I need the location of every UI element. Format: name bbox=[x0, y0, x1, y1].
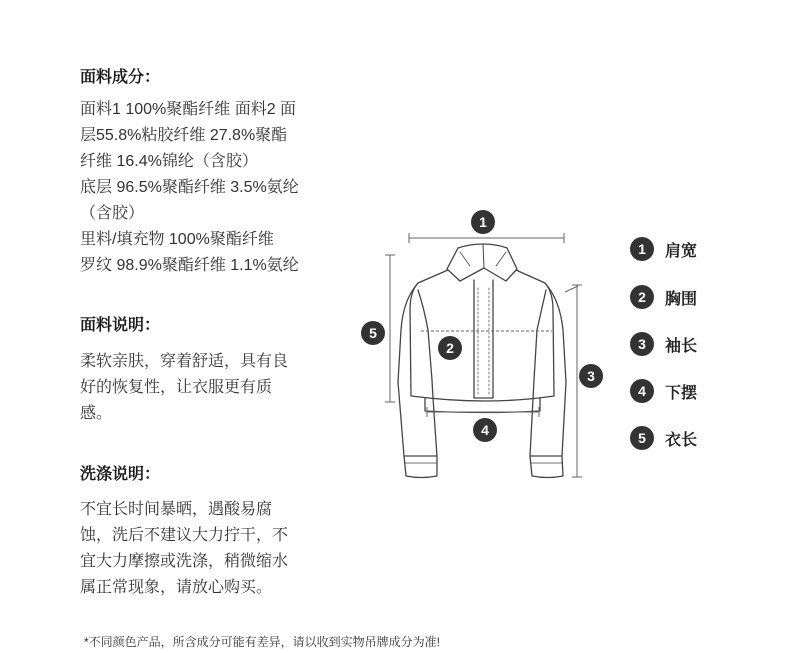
legend-label: 胸围 bbox=[665, 290, 698, 308]
marker-2 bbox=[438, 336, 462, 360]
legend-number: 3 bbox=[630, 332, 654, 356]
legend-label: 衣长 bbox=[665, 431, 698, 449]
marker-5-label: 5 bbox=[369, 325, 377, 341]
fabric-composition-text bbox=[80, 97, 340, 279]
fabric-line: 底层 96.5%聚酯纤维 3.5%氨纶 bbox=[80, 179, 299, 196]
description-line: 好的恢复性，让衣服更有质 bbox=[80, 379, 273, 396]
legend-item-sleeve-length bbox=[630, 331, 697, 357]
washing-line: 宜大力摩擦或洗涤，稍微缩水 bbox=[80, 553, 289, 570]
legend-item-hem bbox=[630, 378, 697, 404]
washing-line: 蚀，洗后不建议大力拧干，不 bbox=[80, 527, 289, 544]
washing-instructions-text bbox=[80, 497, 340, 601]
fabric-composition-title: 面料成分： bbox=[80, 69, 161, 86]
fabric-description-title: 面料说明： bbox=[80, 317, 161, 334]
fabric-line: 里料/填充物 100%聚酯纤维 bbox=[80, 231, 274, 248]
fabric-line: 纤维 16.4%锦纶（含胶） bbox=[80, 153, 258, 170]
washing-line: 不宜长时间暴晒，遇酸易腐 bbox=[80, 501, 273, 518]
jacket-right-sleeve bbox=[530, 283, 566, 456]
jacket-placket bbox=[474, 280, 493, 398]
fabric-line: 面料1 100%聚酯纤维 面料2 面 bbox=[80, 101, 297, 118]
description-line: 柔软亲肤，穿着舒适，具有良 bbox=[80, 353, 289, 370]
legend-label: 袖长 bbox=[665, 337, 698, 355]
legend-number: 5 bbox=[630, 426, 654, 450]
jacket-left-cuff bbox=[404, 456, 437, 478]
legend-number: 1 bbox=[630, 237, 654, 261]
marker-4 bbox=[473, 418, 497, 442]
jacket-right-cuff bbox=[530, 456, 563, 478]
marker-4-label: 4 bbox=[481, 422, 489, 438]
description-line: 感。 bbox=[80, 405, 113, 422]
fabric-line: 罗纹 98.9%聚酯纤维 1.1%氨纶 bbox=[80, 257, 299, 274]
legend-item-chest bbox=[630, 284, 697, 310]
marker-1 bbox=[471, 210, 495, 234]
marker-1-label: 1 bbox=[479, 214, 487, 230]
washing-instructions-title: 洗涤说明： bbox=[80, 466, 161, 483]
marker-3-label: 3 bbox=[587, 368, 595, 384]
legend-label: 下摆 bbox=[665, 384, 698, 402]
marker-3 bbox=[579, 364, 603, 388]
jacket-left-sleeve bbox=[398, 283, 437, 456]
fabric-line: 层55.8%粘胶纤维 27.8%聚酯 bbox=[80, 127, 288, 144]
legend-item-shoulder-width bbox=[630, 236, 697, 262]
legend-number: 2 bbox=[630, 285, 654, 309]
jacket-measurement-diagram bbox=[355, 205, 615, 490]
footnote: *不同颜色产品，所含成分可能有差异，请以收到实物吊牌成分为准! bbox=[84, 635, 441, 649]
marker-2-label: 2 bbox=[446, 340, 454, 356]
legend-label: 肩宽 bbox=[665, 242, 698, 260]
legend-number: 4 bbox=[630, 379, 654, 403]
fabric-line: （含胶） bbox=[80, 205, 145, 222]
jacket-collar bbox=[447, 244, 517, 281]
fabric-description-text bbox=[80, 349, 340, 427]
marker-5 bbox=[361, 321, 385, 345]
washing-line: 属正常现象，请放心购买。 bbox=[80, 579, 273, 596]
legend-item-body-length bbox=[630, 425, 697, 451]
